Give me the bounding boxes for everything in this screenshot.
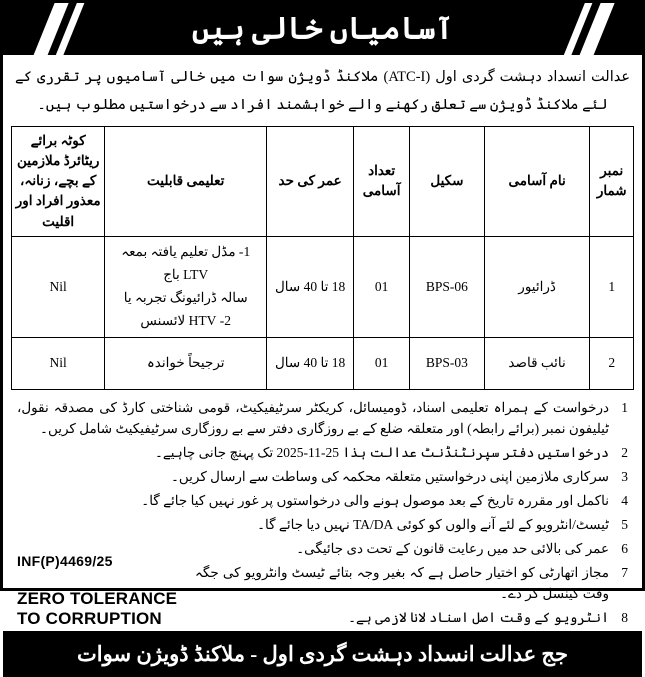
qualification-line-1: 1- مڈل تعلیم یافتہ بمعہ LTV باج <box>121 243 251 282</box>
cell-scale: BPS-03 <box>410 337 485 389</box>
cell-scale: BPS-06 <box>410 236 485 337</box>
page-title: آسامیاں خالی ہیں <box>191 12 454 46</box>
cell-post: نائب قاصد <box>484 337 590 389</box>
condition-item <box>17 466 628 488</box>
footer-authority: جج عدالت انسداد دہشت گردی اول - ملاکنڈ ڈویژن سوات <box>3 631 642 677</box>
cell-serial: 1 <box>590 236 634 337</box>
zero-tolerance-line-1: ZERO TOLERANCE <box>17 589 178 609</box>
header-banner <box>3 3 642 55</box>
vacancy-table-wrapper <box>3 126 642 390</box>
vacancy-table <box>11 126 634 390</box>
cell-quota: Nil <box>12 236 105 337</box>
condition-number: 6 <box>621 540 628 556</box>
condition-item <box>17 514 628 536</box>
qualification-line-2: سالہ ڈرائیونگ تجربہ یا <box>123 289 248 305</box>
left-info-block <box>17 550 197 629</box>
conditions-list <box>3 390 642 632</box>
qualification-line-3: 2- HTV لائسنس <box>140 312 231 328</box>
inf-reference-number: INF(P)4469/25 <box>17 553 113 570</box>
table-row <box>12 236 634 337</box>
condition-item <box>17 397 628 441</box>
column-header-qualification: تعلیمی قابلیت <box>105 126 267 236</box>
cell-quota: Nil <box>12 337 105 389</box>
column-header-age-limit: عمر کی حد <box>267 126 354 236</box>
condition-item <box>17 442 628 464</box>
column-header-post-name: نام آسامی <box>484 126 590 236</box>
column-header-vacancy-count: تعداد آسامی <box>354 126 410 236</box>
condition-text: ٹیسٹ/انٹرویو کے لئے آنے والوں کو کوئی TA/DA نہیں دیا جائے گا۔ <box>257 516 609 532</box>
condition-text: ناکمل اور مقررہ تاریخ کے بعد موصول ہونے والی درخواستوں پر غور نہیں کیا جائے گا۔ <box>141 492 609 508</box>
condition-text: مجاز اتھارٹی کو اختیار حاصل ہے کہ بغیر وجہ بتائے ٹیسٹ وانٹرویو کی جگہ وقت کینسل کر دے۔ <box>195 564 609 602</box>
condition-text: درخواستیں دفتر سپرنٹنڈنٹ عدالت ہذا 25-11-2025 تک پہنچ جانی چاہیے۔ <box>154 445 609 461</box>
intro-paragraph: عدالت انسداد دہشت گردی اول (ATC-I) ملاکنڈ ڈویژن سوات میں خالی آسامیوں پر تقرری کے لئے ملاکنڈ ڈویژن سے تعلق رکھنے والے خواہشمند افراد سے درخواستیں مطلوب ہیں۔ <box>15 69 630 114</box>
table-row <box>12 337 634 389</box>
condition-text: درخواست کے ہمراہ تعلیمی اسناد، ڈومیسائل، کریکٹر سرٹیفیکیٹ، قومی شناختی کارڈ کی مصدقہ نقول، ٹیلیفون نمبر (برائے رابطہ) اور متعلقہ ضلع کے بے روزگاری دفتر سے بے روزگاری سرٹیفیکیٹ شامل کریں۔ <box>17 399 609 437</box>
cell-age: 18 تا 40 سال <box>267 236 354 337</box>
zero-tolerance-line-2: TO CORRUPTION <box>17 609 162 629</box>
condition-text: سرکاری ملازمین اپنی درخواستیں متعلقہ محکمہ کی وساطت سے ارسال کریں۔ <box>170 469 609 485</box>
cell-post: ڈرائیور <box>484 236 590 337</box>
cell-qualification: ترجیحاً خواندہ <box>105 337 267 389</box>
cell-count: 01 <box>354 337 410 389</box>
condition-item <box>17 490 628 512</box>
column-header-serial: نمبر شمار <box>590 126 634 236</box>
condition-number: 5 <box>621 516 628 532</box>
condition-number: 1 <box>621 399 628 415</box>
condition-number: 3 <box>621 469 628 485</box>
cell-qualification <box>105 236 267 337</box>
condition-number: 4 <box>621 492 628 508</box>
cell-serial: 2 <box>590 337 634 389</box>
condition-text: عمر کی بالائی حد میں رعایت قانون کے تحت دی جائیگی۔ <box>296 540 609 556</box>
column-header-quota: کوٹہ برائے ریٹائرڈ ملازمین کے بچے، زنانہ، معذور افراد اور اقلیت <box>12 126 105 236</box>
condition-number: 2 <box>621 445 628 461</box>
zero-tolerance-slogan <box>17 589 197 629</box>
cell-age: 18 تا 40 سال <box>267 337 354 389</box>
condition-text: انٹرویو کے وقت اصل اسناد لانا لازمی ہے۔ <box>348 610 609 626</box>
column-header-scale: سکیل <box>410 126 485 236</box>
table-header-row <box>12 126 634 236</box>
condition-number: 7 <box>621 564 628 580</box>
condition-number: 8 <box>621 610 628 626</box>
cell-count: 01 <box>354 236 410 337</box>
